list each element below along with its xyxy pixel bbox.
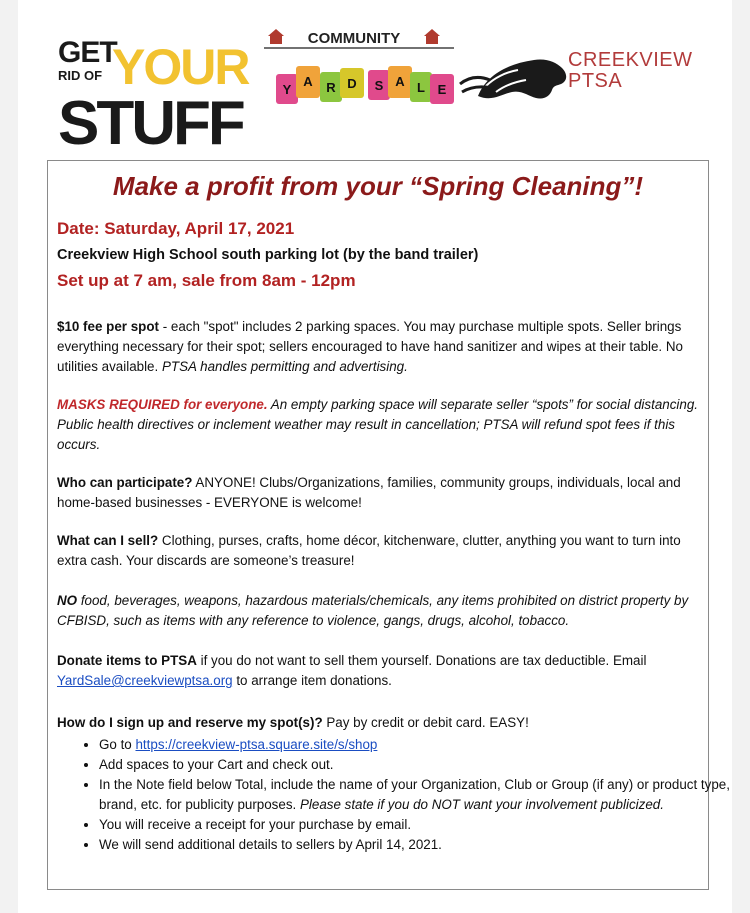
svg-text:Y: Y: [282, 82, 292, 97]
signup-text: Pay by credit or debit card. EASY!: [322, 715, 529, 730]
prohibited-paragraph: [57, 591, 705, 631]
masks-label: MASKS REQUIRED for everyone.: [57, 397, 268, 412]
fee-text: - each "spot" includes 2 parking spaces. You may purchase multiple spots. Seller brings everything necessary for their spot; sellers encouraged to have hand sanitizer and wipes at their table. No utilities available.: [57, 319, 683, 374]
house-icon: [268, 29, 284, 44]
flyer-page: [18, 0, 732, 913]
masks-text: An empty parking space will separate seller “spots” for social distancing. Public health directives or inclement weather may result in cancellation; PTSA will refund spot fees if this occurs.: [57, 397, 699, 452]
headline: Make a profit from your “Spring Cleaning”!: [112, 171, 644, 201]
donate-label: Donate items to PTSA: [57, 653, 197, 668]
step-note: Please state if you do NOT want your involvement publicized.: [299, 797, 664, 812]
price-tags: [276, 66, 454, 104]
donation-email-link[interactable]: YardSale@creekviewptsa.org: [57, 673, 233, 688]
community-yard-sale-logo: [254, 26, 464, 126]
step-text: In the Note field below Total, include the name of your Organization, Club or Group (if any) or product type, brand, etc. for publicity purposes.: [99, 777, 730, 812]
svg-text:L: L: [417, 80, 425, 95]
who-label: Who can participate?: [57, 475, 193, 490]
fee-label: $10 fee per spot: [57, 319, 159, 334]
who-paragraph: [57, 473, 705, 513]
list-item: • Add spaces to your Cart and check out.: [99, 755, 739, 775]
svg-text:YOUR: YOUR: [112, 39, 249, 95]
list-item: • You will receive a receipt for your purchase by email.: [99, 815, 739, 835]
svg-text:E: E: [437, 82, 447, 97]
prohibited-text: food, beverages, weapons, hazardous materials/chemicals, any items prohibited on district property by CFBISD, such as items with any reference to violence, gangs, drugs, alcohol, tobacco.: [57, 593, 689, 628]
get-rid-of-your-stuff-logo: [56, 32, 249, 158]
shop-link[interactable]: https://creekview-ptsa.square.site/s/shop: [135, 737, 378, 752]
creekview-ptsa-wordmark: CREEKVIEW PTSA: [568, 49, 693, 92]
what-text: Clothing, purses, crafts, home décor, kitchenware, clutter, anything you want to turn into extra cash. Your discards are someone’s treasure!: [57, 533, 681, 568]
svg-text:RID OF: RID OF: [58, 68, 103, 83]
what-paragraph: [57, 531, 705, 571]
event-time: Set up at 7 am, sale from 8am - 12pm: [57, 271, 356, 290]
event-date: Date: Saturday, April 17, 2021: [57, 219, 295, 238]
donate-text-end: to arrange item donations.: [232, 673, 392, 688]
who-text: ANYONE! Clubs/Organizations, families, community groups, individuals, local and home-based businesses - EVERYONE is welcome!: [57, 475, 681, 510]
svg-text:GET: GET: [58, 36, 117, 69]
signup-steps: [57, 735, 739, 855]
house-icon: [424, 29, 440, 44]
what-label: What can I sell?: [57, 533, 159, 548]
svg-text:S: S: [374, 78, 384, 93]
event-location: Creekview High School south parking lot (by the band trailer): [57, 247, 479, 263]
donate-paragraph: [57, 651, 705, 691]
signup-heading: [57, 713, 705, 733]
step-text: Go to: [99, 737, 136, 752]
donate-text: if you do not want to sell them yourself. Donations are tax deductible. Email: [196, 653, 647, 668]
list-item: [99, 775, 739, 815]
svg-text:A: A: [303, 74, 313, 89]
svg-text:R: R: [326, 80, 336, 95]
flyer-content-box: [47, 160, 730, 890]
fee-paragraph: [57, 317, 705, 377]
list-item: • We will send additional details to sellers by April 14, 2021.: [99, 835, 739, 855]
svg-text:COMMUNITY: COMMUNITY: [307, 30, 401, 47]
svg-text:D: D: [347, 76, 357, 91]
masks-paragraph: [57, 395, 705, 455]
list-item: [99, 735, 739, 755]
svg-text:A: A: [395, 74, 405, 89]
fee-note: PTSA handles permitting and advertising.: [161, 359, 408, 374]
signup-label: How do I sign up and reserve my spot(s)?: [57, 715, 323, 730]
svg-text:STUFF: STUFF: [58, 89, 243, 158]
prohibited-label: NO: [57, 593, 78, 608]
